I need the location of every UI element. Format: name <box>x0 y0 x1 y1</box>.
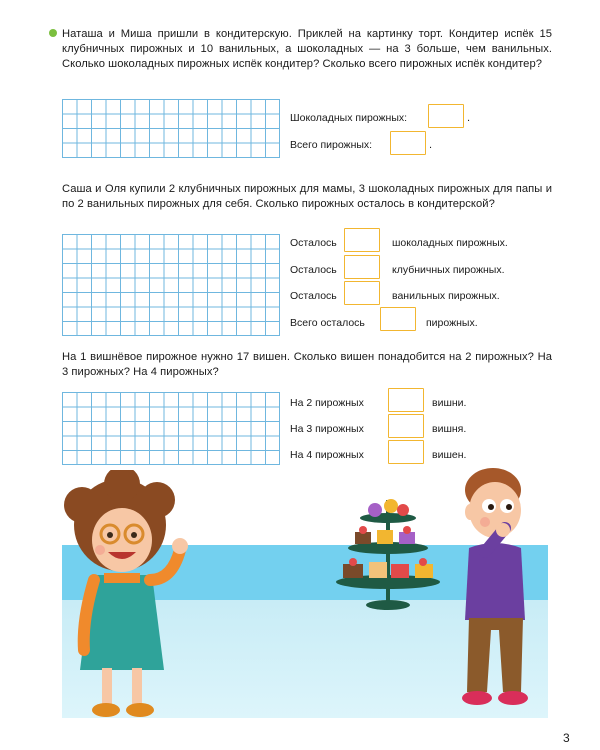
page-number: 3 <box>563 731 570 745</box>
remaining-suffix: клубничных пирожных. <box>392 264 505 276</box>
total-remaining-suffix: пирожных. <box>426 317 478 329</box>
task-bullet-icon <box>49 29 57 37</box>
chocolate-answer-box[interactable] <box>428 104 464 128</box>
remaining-chocolate-box[interactable] <box>344 228 380 252</box>
cherries-label: На 4 пирожных <box>290 449 364 461</box>
cherries-2-box[interactable] <box>388 388 424 412</box>
remaining-strawberry-box[interactable] <box>344 255 380 279</box>
remaining-suffix: ванильных пирожных. <box>392 290 500 302</box>
task2-grid[interactable] <box>62 234 280 336</box>
task1-text: Наташа и Миша пришли в кондитерскую. Приклей на картинку торт. Кондитер испёк 15 клубничных пирожных и 10 ванильных, а шоколадных — на 3 больше, чем ванильных. Сколько шоколадных пирожных испёк кондитер? Сколько всего пирожных испёк кондитер? <box>62 27 552 72</box>
cherries-3-box[interactable] <box>388 414 424 438</box>
chocolate-label: Шоколадных пирожных: <box>290 112 408 124</box>
total-remaining-label: Всего осталось <box>290 317 365 329</box>
cherries-suffix: вишен. <box>432 449 467 461</box>
total-answer-box[interactable] <box>390 131 426 155</box>
cherries-4-box[interactable] <box>388 440 424 464</box>
task3-grid[interactable] <box>62 392 280 465</box>
boy-illustration <box>455 460 535 715</box>
remaining-label: Осталось <box>290 264 337 276</box>
remaining-label: Осталось <box>290 290 337 302</box>
girl-illustration <box>62 470 202 720</box>
period: . <box>429 139 433 151</box>
cherries-label: На 3 пирожных <box>290 423 364 435</box>
period: . <box>467 112 471 124</box>
task3-text: На 1 вишнёвое пирожное нужно 17 вишен. Сколько вишен понадобится на 2 пирожных? На 3 пирожных? На 4 пирожных? <box>62 351 552 378</box>
cherries-label: На 2 пирожных <box>290 397 364 409</box>
total-label: Всего пирожных: <box>290 139 373 151</box>
remaining-label: Осталось <box>290 237 337 249</box>
cake-stand-illustration <box>333 490 443 615</box>
task2-text: Саша и Оля купили 2 клубничных пирожных для мамы, 3 шоколадных пирожных для папы и по 2 ванильных пирожных для себя. Сколько пирожных осталось в кондитерской? <box>62 183 552 210</box>
remaining-suffix: шоколадных пирожных. <box>392 237 508 249</box>
task1-grid[interactable] <box>62 99 280 158</box>
remaining-vanilla-box[interactable] <box>344 281 380 305</box>
cherries-suffix: вишни. <box>432 397 467 409</box>
total-remaining-box[interactable] <box>380 307 416 331</box>
cherries-suffix: вишня. <box>432 423 467 435</box>
